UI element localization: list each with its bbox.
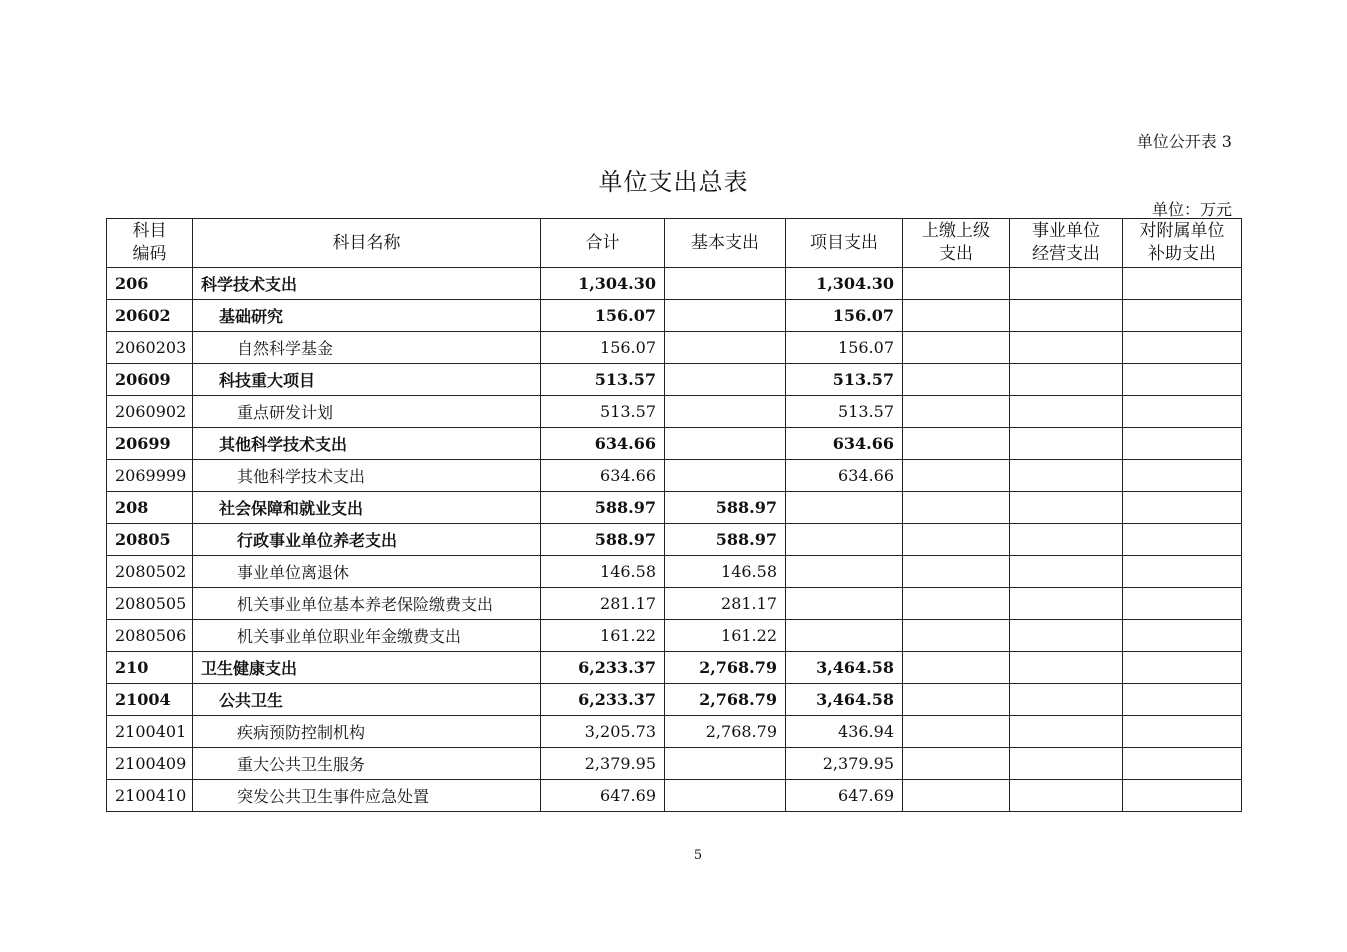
cell-total: 6,233.37: [541, 684, 665, 716]
cell-upper: [903, 556, 1010, 588]
header-name-line1: 科目名称: [332, 232, 401, 253]
cell-upper: [903, 524, 1010, 556]
cell-upper: [903, 748, 1010, 780]
cell-total: 6,233.37: [541, 652, 665, 684]
cell-project: 634.66: [786, 428, 903, 460]
page-title: 单位支出总表: [598, 168, 749, 196]
table-row: [107, 652, 1242, 684]
cell-subsidy: [1123, 460, 1242, 492]
cell-code: 20602: [107, 300, 193, 332]
header-code: [107, 219, 193, 268]
cell-name: 科学技术支出: [193, 268, 541, 300]
cell-business: [1010, 524, 1123, 556]
cell-total: 634.66: [541, 428, 665, 460]
cell-subsidy: [1123, 780, 1242, 812]
cell-code: 208: [107, 492, 193, 524]
cell-total: 161.22: [541, 620, 665, 652]
cell-upper: [903, 460, 1010, 492]
cell-project: [786, 620, 903, 652]
header-subsidy-line1: 对附属单位: [1139, 221, 1225, 241]
table-row: [107, 300, 1242, 332]
cell-project: 513.57: [786, 396, 903, 428]
header-row: [107, 219, 1242, 268]
cell-subsidy: [1123, 396, 1242, 428]
cell-project: 156.07: [786, 300, 903, 332]
cell-upper: [903, 684, 1010, 716]
cell-subsidy: [1123, 716, 1242, 748]
cell-subsidy: [1123, 492, 1242, 524]
cell-upper: [903, 332, 1010, 364]
cell-basic: [665, 364, 786, 396]
cell-total: 513.57: [541, 396, 665, 428]
cell-business: [1010, 748, 1123, 780]
cell-business: [1010, 300, 1123, 332]
cell-total: 146.58: [541, 556, 665, 588]
cell-project: [786, 588, 903, 620]
cell-total: 513.57: [541, 364, 665, 396]
unit-note: 单位：万元: [1151, 200, 1232, 219]
cell-project: [786, 524, 903, 556]
cell-subsidy: [1123, 428, 1242, 460]
cell-upper: [903, 780, 1010, 812]
cell-code: 2100410: [107, 780, 193, 812]
cell-total: 3,205.73: [541, 716, 665, 748]
cell-upper: [903, 364, 1010, 396]
cell-code: 2069999: [107, 460, 193, 492]
page-number: 5: [693, 848, 703, 863]
cell-project: 2,379.95: [786, 748, 903, 780]
cell-basic: [665, 428, 786, 460]
cell-basic: 2,768.79: [665, 684, 786, 716]
header-business: [1010, 219, 1123, 268]
cell-total: 156.07: [541, 300, 665, 332]
cell-upper: [903, 716, 1010, 748]
cell-basic: [665, 748, 786, 780]
cell-basic: [665, 300, 786, 332]
cell-business: [1010, 492, 1123, 524]
cell-basic: 161.22: [665, 620, 786, 652]
cell-total: 156.07: [541, 332, 665, 364]
header-upper: [903, 219, 1010, 268]
cell-business: [1010, 780, 1123, 812]
cell-name: 基础研究: [193, 300, 541, 332]
cell-code: 206: [107, 268, 193, 300]
cell-project: 634.66: [786, 460, 903, 492]
table-row: [107, 716, 1242, 748]
cell-code: 2060902: [107, 396, 193, 428]
cell-name: 公共卫生: [193, 684, 541, 716]
cell-upper: [903, 652, 1010, 684]
header-total-line1: 合计: [585, 232, 620, 253]
cell-basic: 588.97: [665, 492, 786, 524]
cell-upper: [903, 620, 1010, 652]
table-row: [107, 332, 1242, 364]
cell-code: 2100401: [107, 716, 193, 748]
cell-name: 其他科学技术支出: [193, 460, 541, 492]
cell-business: [1010, 460, 1123, 492]
table-row: [107, 524, 1242, 556]
cell-subsidy: [1123, 268, 1242, 300]
cell-code: 20609: [107, 364, 193, 396]
cell-business: [1010, 620, 1123, 652]
cell-project: 3,464.58: [786, 652, 903, 684]
cell-upper: [903, 588, 1010, 620]
table-body: [107, 268, 1242, 812]
cell-business: [1010, 268, 1123, 300]
cell-subsidy: [1123, 684, 1242, 716]
cell-basic: 588.97: [665, 524, 786, 556]
cell-code: 2060203: [107, 332, 193, 364]
table-row: [107, 684, 1242, 716]
cell-total: 588.97: [541, 492, 665, 524]
table-row: [107, 268, 1242, 300]
cell-project: [786, 556, 903, 588]
cell-basic: [665, 332, 786, 364]
table-header: [107, 219, 1242, 268]
header-business-line1: 事业单位: [1032, 221, 1100, 241]
cell-business: [1010, 652, 1123, 684]
header-total: [541, 219, 665, 268]
cell-subsidy: [1123, 332, 1242, 364]
cell-project: 3,464.58: [786, 684, 903, 716]
cell-basic: [665, 460, 786, 492]
cell-project: 156.07: [786, 332, 903, 364]
cell-business: [1010, 556, 1123, 588]
header-project-line1: 项目支出: [810, 232, 878, 253]
cell-subsidy: [1123, 524, 1242, 556]
cell-code: 21004: [107, 684, 193, 716]
cell-code: 210: [107, 652, 193, 684]
cell-total: 2,379.95: [541, 748, 665, 780]
header-upper-line2: 支出: [939, 244, 973, 264]
header-business-line2: 经营支出: [1032, 244, 1100, 264]
cell-business: [1010, 684, 1123, 716]
cell-name: 重大公共卫生服务: [193, 748, 541, 780]
header-code-line1: 科目: [132, 221, 167, 241]
header-code-line2: 编码: [132, 244, 167, 264]
cell-name: 卫生健康支出: [193, 652, 541, 684]
table-row: [107, 748, 1242, 780]
cell-business: [1010, 428, 1123, 460]
cell-upper: [903, 428, 1010, 460]
cell-subsidy: [1123, 652, 1242, 684]
cell-code: 2080505: [107, 588, 193, 620]
cell-name: 社会保障和就业支出: [193, 492, 541, 524]
cell-name: 机关事业单位基本养老保险缴费支出: [193, 588, 541, 620]
cell-code: 2100409: [107, 748, 193, 780]
header-project: [786, 219, 903, 268]
table-row: [107, 588, 1242, 620]
cell-name: 重点研发计划: [193, 396, 541, 428]
cell-project: 1,304.30: [786, 268, 903, 300]
cell-business: [1010, 364, 1123, 396]
cell-code: 2080506: [107, 620, 193, 652]
table-row: [107, 364, 1242, 396]
header-subsidy-line2: 补助支出: [1148, 244, 1216, 264]
header-basic: [665, 219, 786, 268]
cell-subsidy: [1123, 588, 1242, 620]
cell-name: 行政事业单位养老支出: [193, 524, 541, 556]
cell-basic: [665, 268, 786, 300]
table-row: [107, 620, 1242, 652]
cell-name: 其他科学技术支出: [193, 428, 541, 460]
cell-name: 机关事业单位职业年金缴费支出: [193, 620, 541, 652]
cell-basic: 146.58: [665, 556, 786, 588]
cell-name: 事业单位离退休: [193, 556, 541, 588]
cell-subsidy: [1123, 620, 1242, 652]
cell-total: 647.69: [541, 780, 665, 812]
cell-upper: [903, 492, 1010, 524]
cell-business: [1010, 588, 1123, 620]
cell-total: 1,304.30: [541, 268, 665, 300]
cell-project: 647.69: [786, 780, 903, 812]
cell-subsidy: [1123, 556, 1242, 588]
cell-business: [1010, 716, 1123, 748]
cell-subsidy: [1123, 364, 1242, 396]
table-row: [107, 428, 1242, 460]
cell-basic: 281.17: [665, 588, 786, 620]
cell-name: 自然科学基金: [193, 332, 541, 364]
header-subsidy: [1123, 219, 1242, 268]
cell-business: [1010, 396, 1123, 428]
cell-name: 科技重大项目: [193, 364, 541, 396]
header-name: [193, 219, 541, 268]
cell-code: 20805: [107, 524, 193, 556]
cell-upper: [903, 300, 1010, 332]
cell-basic: 2,768.79: [665, 652, 786, 684]
cell-total: 588.97: [541, 524, 665, 556]
cell-basic: 2,768.79: [665, 716, 786, 748]
cell-total: 281.17: [541, 588, 665, 620]
cell-project: 436.94: [786, 716, 903, 748]
cell-project: [786, 492, 903, 524]
cell-basic: [665, 780, 786, 812]
cell-project: 513.57: [786, 364, 903, 396]
cell-upper: [903, 396, 1010, 428]
table-row: [107, 460, 1242, 492]
cell-total: 634.66: [541, 460, 665, 492]
header-upper-line1: 上缴上级: [922, 221, 990, 241]
table-row: [107, 492, 1242, 524]
cell-code: 2080502: [107, 556, 193, 588]
cell-name: 突发公共卫生事件应急处置: [193, 780, 541, 812]
cell-subsidy: [1123, 748, 1242, 780]
cell-basic: [665, 396, 786, 428]
cell-business: [1010, 332, 1123, 364]
header-basic-line1: 基本支出: [691, 232, 759, 253]
table-row: [107, 556, 1242, 588]
table-label: 单位公开表 3: [1136, 132, 1232, 151]
cell-code: 20699: [107, 428, 193, 460]
cell-upper: [903, 268, 1010, 300]
table-row: [107, 780, 1242, 812]
cell-name: 疾病预防控制机构: [193, 716, 541, 748]
table-row: [107, 396, 1242, 428]
cell-subsidy: [1123, 300, 1242, 332]
expenditure-table: [106, 218, 1242, 812]
